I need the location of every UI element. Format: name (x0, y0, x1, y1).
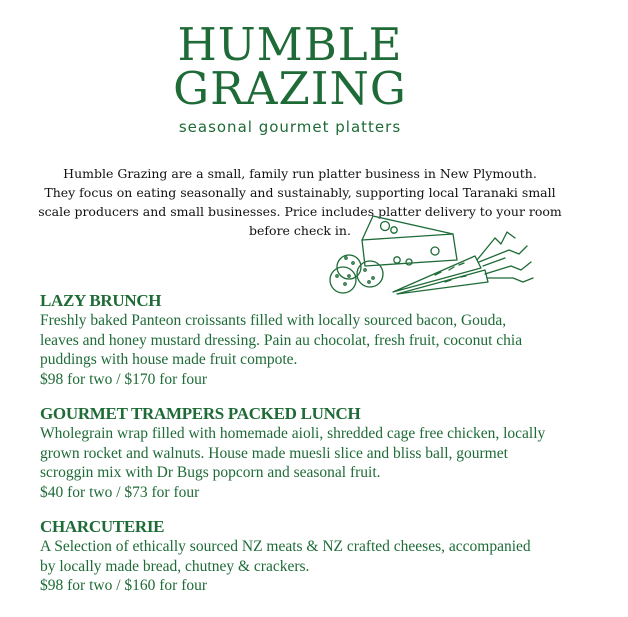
menu-item-title: GOURMET TRAMPERS PACKED LUNCH (40, 404, 361, 423)
menu-item-description (40, 311, 610, 370)
menu-item-description (40, 537, 610, 576)
cheese-crackers-carrots-icon (325, 210, 540, 300)
menu-item-charcuterie (40, 517, 610, 596)
description-line: scroggin mix with Dr Bugs popcorn and seasonal fruit. (40, 464, 381, 481)
description-line: puddings with house made fruit compote. (40, 351, 298, 368)
menu-item-price: $98 for two / $170 for four (40, 370, 208, 388)
menu-item-lazy-brunch (40, 291, 610, 389)
intro-line: scale producers and small businesses. Price includes platter delivery to your room (38, 204, 562, 219)
menu-item-description (40, 424, 610, 483)
description-line: leaves and honey mustard dressing. Pain au chocolat, fresh fruit, coconut chia (40, 331, 523, 349)
tagline: seasonal gourmet platters (178, 118, 402, 136)
description-line: Wholegrain wrap filled with homemade aioli, shredded cage free chicken, locally (40, 425, 546, 442)
logo-grazing: GRAZING (173, 62, 407, 115)
description-line: grown rocket and walnuts. House made muesli slice and bliss ball, gourmet (40, 444, 508, 462)
menu-item-trampers-lunch (40, 404, 610, 502)
logo-humble: HUMBLE (177, 18, 403, 71)
menu-item-title: CHARCUTERIE (40, 517, 165, 536)
intro-line: before check in. (249, 223, 351, 238)
description-line: A Selection of ethically sourced NZ meats & NZ crafted cheeses, accompanied (40, 538, 531, 555)
description-line: by locally made bread, chutney & crackers. (40, 557, 310, 575)
menu-item-price: $98 for two / $160 for four (40, 577, 208, 594)
menu-item-title: LAZY BRUNCH (40, 291, 162, 310)
intro-line: Humble Grazing are a small, family run platter business in New Plymouth. (63, 166, 537, 181)
menu-item-price: $40 for two / $73 for four (40, 483, 200, 501)
description-line: Freshly baked Panteon croissants filled with locally sourced bacon, Gouda, (40, 312, 507, 329)
intro-line: They focus on eating seasonally and sustainably, supporting local Taranaki small (44, 185, 556, 200)
